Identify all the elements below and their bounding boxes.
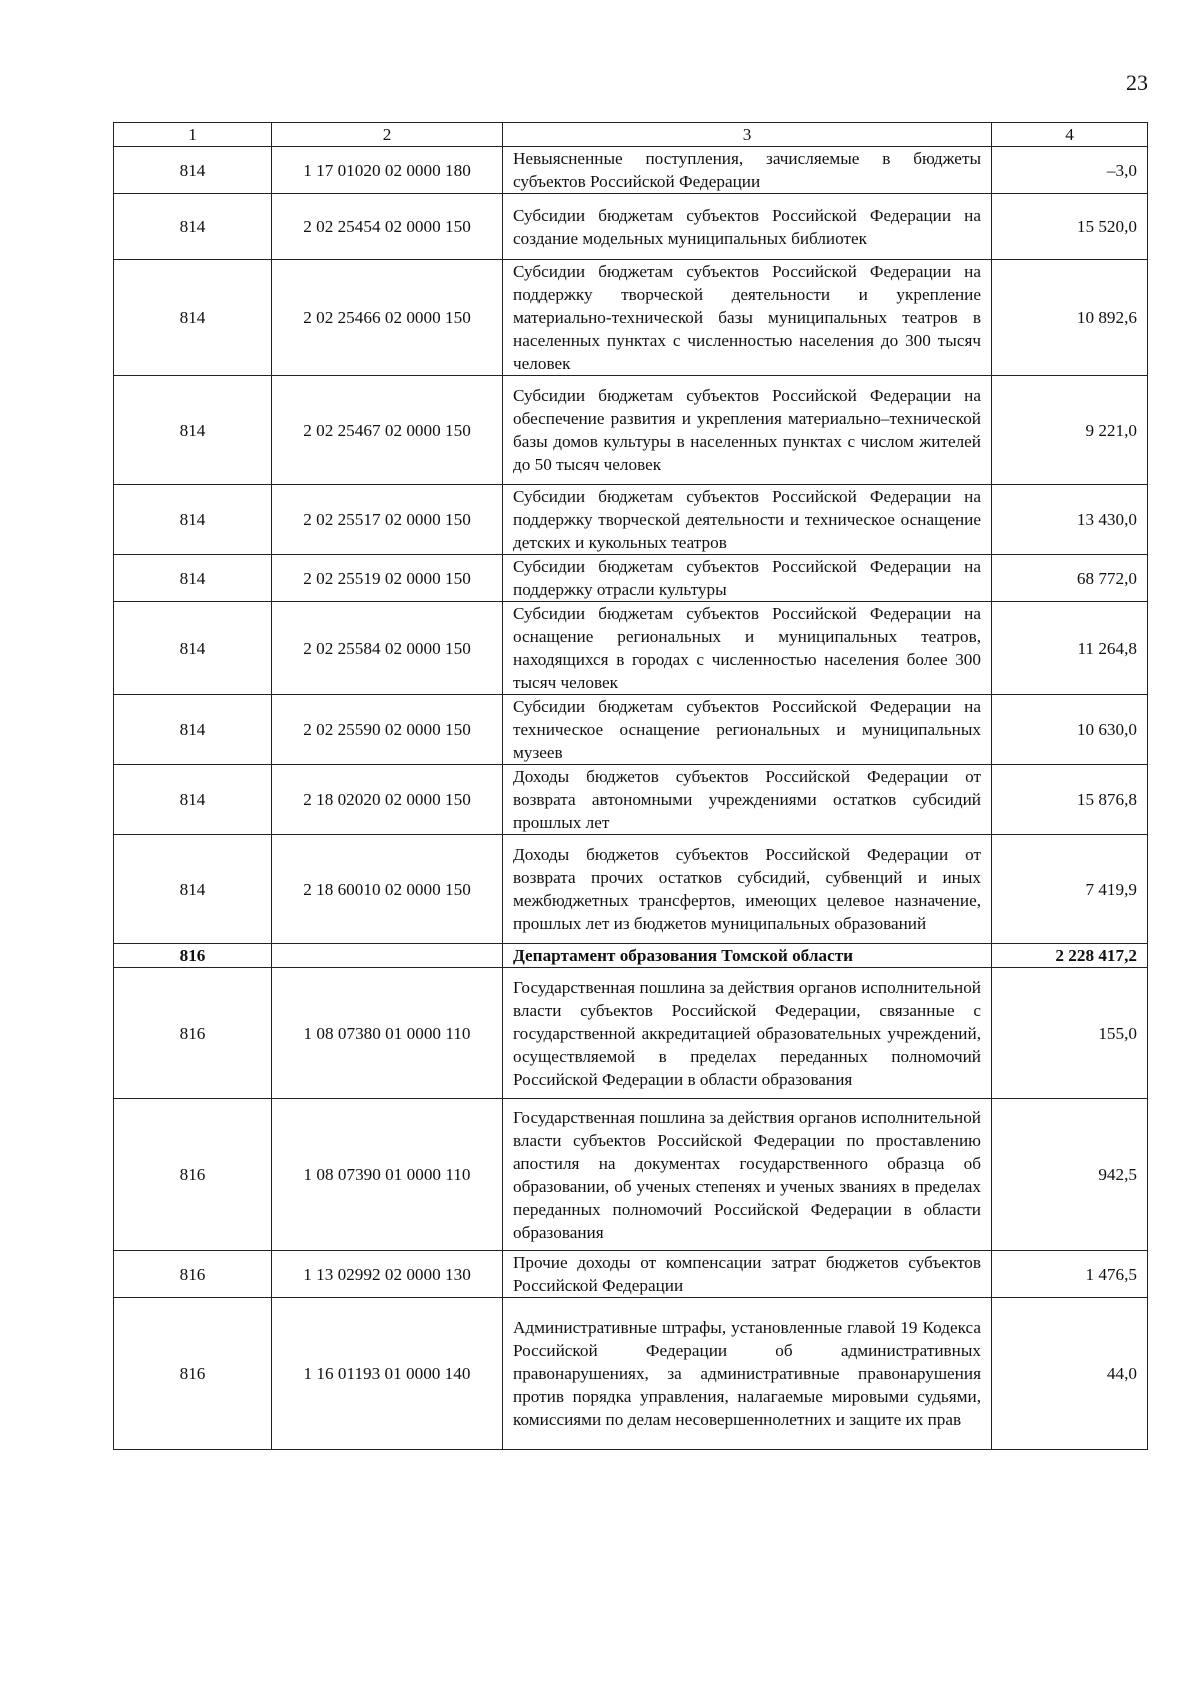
admin-code-cell: 814 bbox=[114, 835, 272, 944]
revenue-code-cell: 1 13 02992 02 0000 130 bbox=[272, 1251, 503, 1298]
header-col-3: 3 bbox=[503, 123, 992, 147]
admin-code-cell: 816 bbox=[114, 1099, 272, 1251]
revenue-code-cell: 1 17 01020 02 0000 180 bbox=[272, 147, 503, 194]
amount-cell: 44,0 bbox=[992, 1298, 1148, 1450]
admin-code-cell: 814 bbox=[114, 147, 272, 194]
revenue-code-cell: 2 18 02020 02 0000 150 bbox=[272, 765, 503, 835]
table-row bbox=[114, 1099, 1148, 1251]
table-row bbox=[114, 1298, 1148, 1450]
table-row bbox=[114, 968, 1148, 1099]
admin-code-cell: 816 bbox=[114, 944, 272, 968]
page-number: 23 bbox=[1126, 70, 1148, 95]
description-cell: Доходы бюджетов субъектов Российской Федерации от возврата прочих остатков субсидий, субвенций и иных межбюджетных трансфертов, имеющих целевое назначение, прошлых лет из бюджетов муниципальных образований bbox=[503, 835, 992, 944]
table-row bbox=[114, 147, 1148, 194]
revenue-code-cell: 1 08 07380 01 0000 110 bbox=[272, 968, 503, 1099]
table-row bbox=[114, 835, 1148, 944]
table-row-section bbox=[114, 944, 1148, 968]
table-header-row bbox=[114, 123, 1148, 147]
admin-code-cell: 814 bbox=[114, 602, 272, 695]
admin-code-cell: 814 bbox=[114, 376, 272, 485]
description-cell: Доходы бюджетов субъектов Российской Федерации от возврата автономными учреждениями остатков субсидий прошлых лет bbox=[503, 765, 992, 835]
admin-code-cell: 814 bbox=[114, 194, 272, 260]
amount-cell: –3,0 bbox=[992, 147, 1148, 194]
header-col-1: 1 bbox=[114, 123, 272, 147]
amount-cell: 13 430,0 bbox=[992, 485, 1148, 555]
revenue-table bbox=[113, 122, 1148, 1450]
table-row bbox=[114, 555, 1148, 602]
admin-code-cell: 814 bbox=[114, 695, 272, 765]
description-cell: Департамент образования Томской области bbox=[503, 944, 992, 968]
amount-cell: 7 419,9 bbox=[992, 835, 1148, 944]
amount-cell: 68 772,0 bbox=[992, 555, 1148, 602]
table-row bbox=[114, 602, 1148, 695]
admin-code-cell: 814 bbox=[114, 485, 272, 555]
table-row bbox=[114, 485, 1148, 555]
admin-code-cell: 814 bbox=[114, 555, 272, 602]
description-cell: Государственная пошлина за действия органов исполнительной власти субъектов Российской Федерации по проставлению апостиля на документах государственного образца об образовании, об ученых степенях и ученых званиях в пределах переданных полномочий Российской Федерации в области образования bbox=[503, 1099, 992, 1251]
amount-cell: 11 264,8 bbox=[992, 602, 1148, 695]
table-row bbox=[114, 260, 1148, 376]
revenue-code-cell: 2 02 25590 02 0000 150 bbox=[272, 695, 503, 765]
description-cell: Субсидии бюджетам субъектов Российской Федерации на создание модельных муниципальных библиотек bbox=[503, 194, 992, 260]
table-row bbox=[114, 376, 1148, 485]
table-row bbox=[114, 765, 1148, 835]
header-col-2: 2 bbox=[272, 123, 503, 147]
table-row bbox=[114, 194, 1148, 260]
amount-cell: 1 476,5 bbox=[992, 1251, 1148, 1298]
revenue-code-cell: 2 02 25584 02 0000 150 bbox=[272, 602, 503, 695]
revenue-code-cell: 1 16 01193 01 0000 140 bbox=[272, 1298, 503, 1450]
admin-code-cell: 814 bbox=[114, 765, 272, 835]
revenue-code-cell: 2 02 25467 02 0000 150 bbox=[272, 376, 503, 485]
amount-cell: 15 876,8 bbox=[992, 765, 1148, 835]
description-cell: Субсидии бюджетам субъектов Российской Федерации на поддержку отрасли культуры bbox=[503, 555, 992, 602]
header-col-4: 4 bbox=[992, 123, 1148, 147]
admin-code-cell: 816 bbox=[114, 1298, 272, 1450]
revenue-code-cell: 2 02 25517 02 0000 150 bbox=[272, 485, 503, 555]
revenue-code-cell: 2 18 60010 02 0000 150 bbox=[272, 835, 503, 944]
revenue-code-cell bbox=[272, 944, 503, 968]
description-cell: Административные штрафы, установленные главой 19 Кодекса Российской Федерации об административных правонарушениях, за административные правонарушения против порядка управления, налагаемые мировыми судьями, комиссиями по делам несовершеннолетних и защите их прав bbox=[503, 1298, 992, 1450]
description-cell: Невыясненные поступления, зачисляемые в бюджеты субъектов Российской Федерации bbox=[503, 147, 992, 194]
description-cell: Субсидии бюджетам субъектов Российской Федерации на техническое оснащение региональных и муниципальных музеев bbox=[503, 695, 992, 765]
revenue-code-cell: 2 02 25466 02 0000 150 bbox=[272, 260, 503, 376]
description-cell: Субсидии бюджетам субъектов Российской Федерации на обеспечение развития и укрепления материально–технической базы домов культуры в населенных пунктах с числом жителей до 50 тысяч человек bbox=[503, 376, 992, 485]
amount-cell: 15 520,0 bbox=[992, 194, 1148, 260]
amount-cell: 942,5 bbox=[992, 1099, 1148, 1251]
description-cell: Субсидии бюджетам субъектов Российской Федерации на поддержку творческой деятельности и техническое оснащение детских и кукольных театров bbox=[503, 485, 992, 555]
amount-cell: 10 630,0 bbox=[992, 695, 1148, 765]
admin-code-cell: 816 bbox=[114, 968, 272, 1099]
amount-cell: 10 892,6 bbox=[992, 260, 1148, 376]
amount-cell: 9 221,0 bbox=[992, 376, 1148, 485]
revenue-code-cell: 2 02 25454 02 0000 150 bbox=[272, 194, 503, 260]
admin-code-cell: 816 bbox=[114, 1251, 272, 1298]
table-row bbox=[114, 695, 1148, 765]
admin-code-cell: 814 bbox=[114, 260, 272, 376]
table-body bbox=[114, 123, 1148, 1450]
revenue-code-cell: 1 08 07390 01 0000 110 bbox=[272, 1099, 503, 1251]
description-cell: Субсидии бюджетам субъектов Российской Федерации на поддержку творческой деятельности и укрепление материально-технической базы муниципальных театров в населенных пунктах с численностью населения до 300 тысяч человек bbox=[503, 260, 992, 376]
description-cell: Прочие доходы от компенсации затрат бюджетов субъектов Российской Федерации bbox=[503, 1251, 992, 1298]
table-row bbox=[114, 1251, 1148, 1298]
revenue-code-cell: 2 02 25519 02 0000 150 bbox=[272, 555, 503, 602]
amount-cell: 155,0 bbox=[992, 968, 1148, 1099]
amount-cell: 2 228 417,2 bbox=[992, 944, 1148, 968]
description-cell: Субсидии бюджетам субъектов Российской Федерации на оснащение региональных и муниципальных театров, находящихся в городах с численностью населения более 300 тысяч человек bbox=[503, 602, 992, 695]
description-cell: Государственная пошлина за действия органов исполнительной власти субъектов Российской Федерации, связанные с государственной аккредитацией образовательных учреждений, осуществляемой в пределах переданных полномочий Российской Федерации в области образования bbox=[503, 968, 992, 1099]
